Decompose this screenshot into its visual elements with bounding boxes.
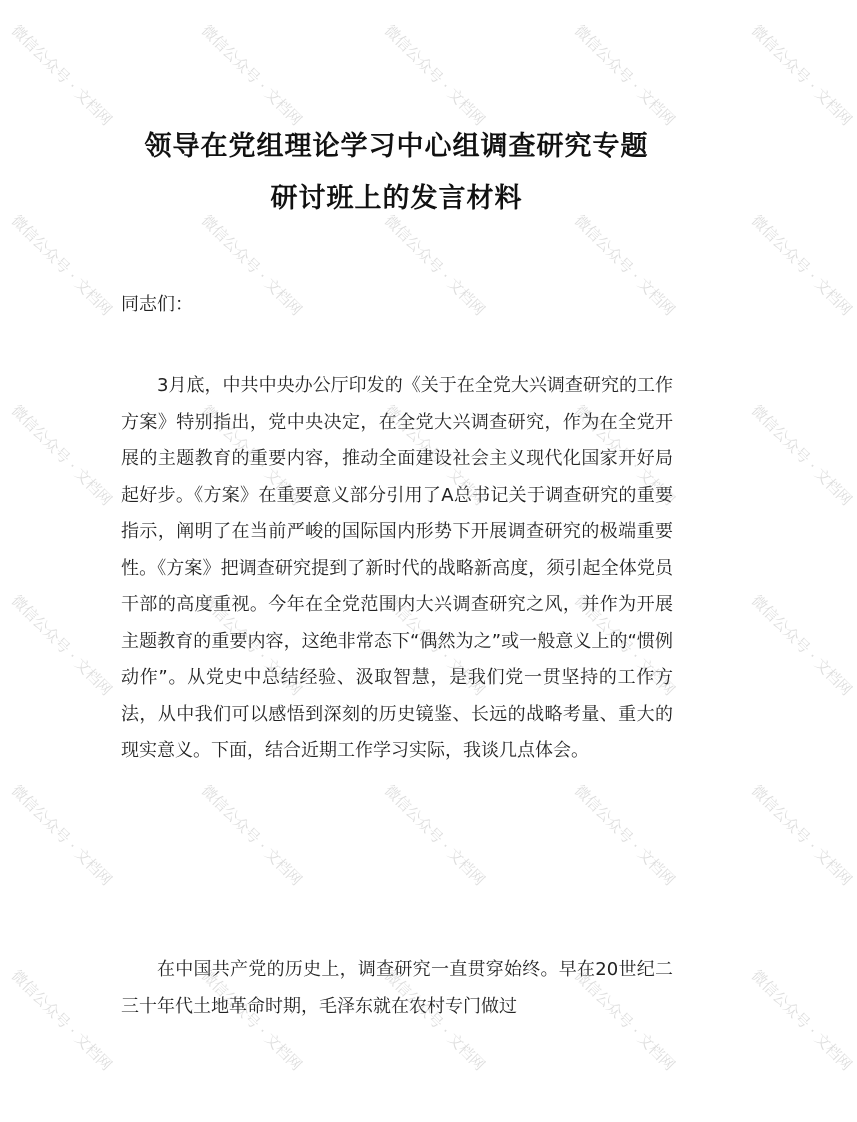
watermark: 微信公众号 · 文档网 — [570, 21, 679, 130]
watermark: 微信公众号 · 文档网 — [570, 591, 679, 700]
watermark: 微信公众号 · 文档网 — [7, 401, 116, 510]
body-paragraph-2: 在中国共产党的历史上，调查研究一直贯穿始终。早在20世纪二三十年代土地革命时期，毛泽东就在农村专门做过 — [121, 959, 673, 1017]
watermark: 微信公众号 · 文档网 — [197, 966, 306, 1075]
watermark: 微信公众号 · 文档网 — [380, 591, 489, 700]
watermark: 微信公众号 · 文档网 — [7, 591, 116, 700]
watermark: 微信公众号 · 文档网 — [197, 401, 306, 510]
salutation: 同志们： — [121, 294, 193, 315]
watermark: 微信公众号 · 文档网 — [380, 781, 489, 890]
watermark: 微信公众号 · 文档网 — [197, 21, 306, 130]
watermark: 微信公众号 · 文档网 — [197, 591, 306, 700]
watermark: 微信公众号 · 文档网 — [570, 966, 679, 1075]
watermark: 微信公众号 · 文档网 — [197, 211, 306, 320]
watermark: 微信公众号 · 文档网 — [570, 781, 679, 890]
watermark: 微信公众号 · 文档网 — [747, 21, 856, 130]
document-title-line-2: 研讨班上的发言材料 — [270, 183, 523, 214]
watermark: 微信公众号 · 文档网 — [380, 401, 489, 510]
watermark: 微信公众号 · 文档网 — [380, 966, 489, 1075]
watermark: 微信公众号 · 文档网 — [7, 966, 116, 1075]
watermark: 微信公众号 · 文档网 — [570, 401, 679, 510]
watermark: 微信公众号 · 文档网 — [747, 211, 856, 320]
watermark: 微信公众号 · 文档网 — [747, 966, 856, 1075]
watermark: 微信公众号 · 文档网 — [7, 21, 116, 130]
watermark: 微信公众号 · 文档网 — [380, 21, 489, 130]
watermark: 微信公众号 · 文档网 — [380, 211, 489, 320]
watermark: 微信公众号 · 文档网 — [197, 781, 306, 890]
watermark: 微信公众号 · 文档网 — [7, 781, 116, 890]
watermark: 微信公众号 · 文档网 — [747, 591, 856, 700]
document-title-line-1: 领导在党组理论学习中心组调查研究专题 — [144, 131, 649, 162]
body-paragraph-1: 3月底，中共中央办公厅印发的《关于在全党大兴调查研究的工作方案》特别指出，党中央决定，在全党大兴调查研究，作为在全党开展的主题教育的重要内容，推动全面建设社会主义现代化国家开好局起好步。《方案》在重要意义部分引用了A总书记关于调查研究的重要指示，阐明了在当前严峻的国际国内形势下开展调查研究的极端重要性。《方案》把调查研究提到了新时代的战略新高度，须引起全体党员干部的高度重视。今年在全党范围内大兴调查研究之风，并作为开展主题教育的重要内容，这绝非常态下“偶然为之”或一般意义上的“惯例动作”。从党史中总结经验、汲取智慧，是我们党一贯坚持的工作方法，从中我们可以感悟到深刻的历史镜鉴、长远的战略考量、重大的现实意义。下面，结合近期工作学习实际，我谈几点体会。 — [121, 375, 673, 761]
watermark: 微信公众号 · 文档网 — [7, 211, 116, 320]
watermark: 微信公众号 · 文档网 — [747, 401, 856, 510]
watermark: 微信公众号 · 文档网 — [747, 781, 856, 890]
watermark: 微信公众号 · 文档网 — [570, 211, 679, 320]
